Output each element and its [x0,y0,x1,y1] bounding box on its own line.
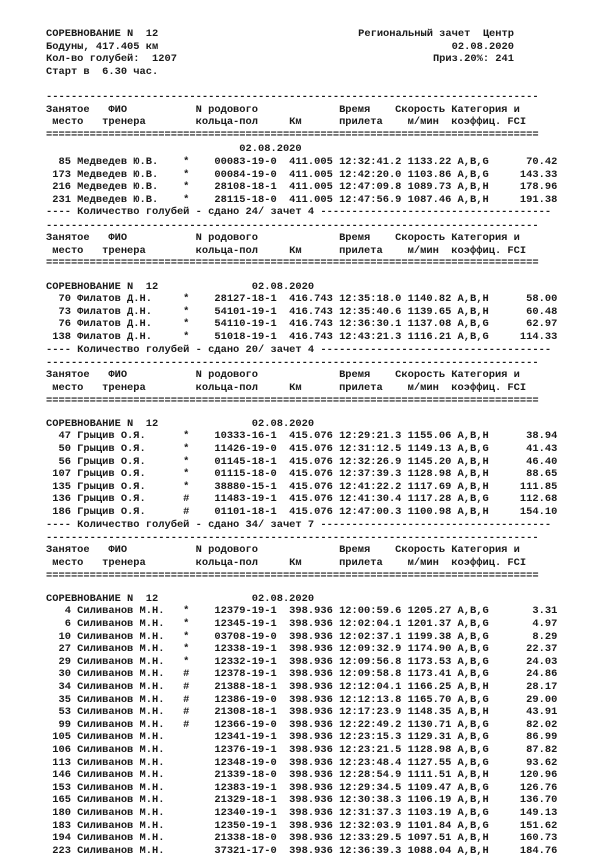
result-row: 153 Силиванов М.Н. 12383-19-1 398.936 12:29:34.5 1109.47 A,B,G 126.76 [46,781,558,794]
result-row: 99 Силиванов М.Н. # 12366-19-0 398.936 12:22:49.2 1130.71 A,B,G 82.02 [46,718,558,731]
result-row: 183 Силиванов М.Н. 12350-19-1 398.936 12:32:03.9 1101.84 A,B,G 151.62 [46,819,558,832]
start-time: Старт в 6.30 час. [46,65,159,78]
result-row: 34 Силиванов М.Н. # 21388-18-1 398.936 12:12:04.1 1166.25 A,B,H 28.17 [46,681,558,693]
result-row: 136 Грыцив О.Я. # 11483-19-1 415.076 12:41:30.4 1117.28 A,B,G 112.68 [46,493,558,506]
result-row: 216 Медведев Ю.В. * 28108-18-1 411.005 12:47:09.8 1089.73 A,B,H 178.96 [46,181,558,194]
section-competition-line: СОРЕВНОВАНИЕ N 12 02.08.2020 [46,280,315,293]
result-row: 85 Медведев Ю.В. * 00083-19-0 411.005 12:32:41.2 1133.22 A,B,G 70.42 [46,156,558,168]
result-row: 53 Силиванов М.Н. # 21308-18-1 398.936 12:17:23.9 1148.35 A,B,H 43.91 [46,706,558,719]
column-header-row1: Занятое ФИО N родового Время Скорость Категория и [46,369,520,382]
result-row: 29 Силиванов М.Н. * 12332-19-1 398.936 12:09:56.8 1173.53 A,B,G 24.03 [46,655,558,668]
result-row: 194 Силиванов М.Н. 21338-18-0 398.936 12:33:29.5 1097.51 A,B,H 160.73 [46,832,558,845]
result-row: 47 Грыцив О.Я. * 10333-16-1 415.076 12:29:21.3 1155.06 A,B,H 38.94 [46,430,558,443]
column-header-row2: место тренера кольца-пол Км прилета м/мин коэффиц. FCI [46,557,527,569]
result-row: 70 Филатов Д.Н. * 28127-18-1 416.743 12:35:18.0 1140.82 A,B,H 58.00 [46,293,558,306]
section-summary: ---- Количество голубей - сдано 34/ зачет 7 ------------------------------------- [46,518,552,531]
prize-count: Приз.20%: 241 [432,53,514,66]
column-header-row1: Занятое ФИО N родового Время Скорость Категория и [46,103,520,116]
section-date: 02.08.2020 [46,143,302,156]
result-row: 113 Силиванов М.Н. 12348-19-0 398.936 12:23:48.4 1127.55 A,B,G 93.62 [46,756,558,769]
result-row: 30 Силиванов М.Н. # 12378-19-1 398.936 12:09:58.8 1173.41 A,B,G 24.86 [46,668,558,681]
release-location: Бодуны, 417.405 км [46,40,159,53]
section-competition-line: СОРЕВНОВАНИЕ N 12 02.08.2020 [46,417,315,430]
race-date: 02.08.2020 [451,40,514,53]
result-row: 106 Силиванов М.Н. 12376-19-1 398.936 12:23:21.5 1128.98 A,B,G 87.82 [46,744,558,756]
rule-dash: ------------------------------------------------------------------------------- [46,219,539,232]
rule-eq: =============================================================================== [46,128,539,141]
result-row: 173 Медведев Ю.В. * 00084-19-0 411.005 12:42:20.0 1103.86 A,B,G 143.33 [46,168,558,181]
result-row: 231 Медведев Ю.В. * 28115-18-0 411.005 12:47:56.9 1087.46 A,B,H 191.38 [46,193,558,206]
section-summary: ---- Количество голубей - сдано 24/ зачет 4 ------------------------------------- [46,206,552,219]
result-row: 105 Силиванов М.Н. 12341-19-1 398.936 12:23:15.3 1129.31 A,B,G 86.99 [46,731,558,744]
rule-eq: =============================================================================== [46,394,539,407]
result-row: 146 Силиванов М.Н. 21339-18-0 398.936 12:28:54.9 1111.51 A,B,H 120.96 [46,769,558,782]
result-row: 10 Силиванов М.Н. * 03708-19-0 398.936 12:02:37.1 1199.38 A,B,G 8.29 [46,630,558,643]
competition-title: СОРЕВНОВАНИЕ N 12 [46,28,159,40]
column-header-row2: место тренера кольца-пол Км прилета м/мин коэффиц. FCI [46,116,527,129]
column-header-row1: Занятое ФИО N родового Время Скорость Категория и [46,544,520,557]
result-row: 4 Силиванов М.Н. * 12379-19-1 398.936 12:00:59.6 1205.27 A,B,G 3.31 [46,605,558,618]
section-competition-line: СОРЕВНОВАНИЕ N 12 02.08.2020 [46,592,315,605]
regional-title: Региональный зачет Центр [358,28,514,40]
rule-eq: =============================================================================== [46,569,539,582]
rule-dash: ------------------------------------------------------------------------------- [46,91,539,103]
result-row: 35 Силиванов М.Н. # 12386-19-0 398.936 12:12:13.8 1165.70 A,B,G 29.00 [46,693,558,706]
result-row: 180 Силиванов М.Н. 12340-19-1 398.936 12:31:37.3 1103.19 A,B,G 149.13 [46,807,558,819]
result-row: 165 Силиванов М.Н. 21329-18-1 398.936 12:30:38.3 1106.19 A,B,H 136.70 [46,794,558,807]
column-header-row1: Занятое ФИО N родового Время Скорость Категория и [46,232,520,245]
column-header-row2: место тренера кольца-пол Км прилета м/мин коэффиц. FCI [46,244,527,257]
result-row: 50 Грыцив О.Я. * 11426-19-0 415.076 12:31:12.5 1149.13 A,B,G 41.43 [46,443,558,455]
result-row: 186 Грыцив О.Я. # 01101-18-1 415.076 12:47:00.3 1100.98 A,B,H 154.10 [46,506,558,518]
result-row: 6 Силиванов М.Н. * 12345-19-1 398.936 12:02:04.1 1201.37 A,B,G 4.97 [46,618,558,630]
result-row: 223 Силиванов М.Н. 37321-17-0 398.936 12:36:39.3 1088.04 A,B,H 184.76 [46,844,558,857]
result-row: 138 Филатов Д.Н. * 51018-19-1 416.743 12:43:21.3 1116.21 A,B,G 114.33 [46,331,558,343]
result-row: 73 Филатов Д.Н. * 54101-19-1 416.743 12:35:40.6 1139.65 A,B,H 60.48 [46,305,558,318]
result-row: 56 Грыцив О.Я. * 01145-18-1 415.076 12:32:26.9 1145.20 A,B,H 46.40 [46,455,558,468]
column-header-row2: место тренера кольца-пол Км прилета м/мин коэффиц. FCI [46,382,527,394]
birds-count: Кол-во голубей: 1207 [46,53,177,66]
result-row: 76 Филатов Д.Н. * 54110-19-1 416.743 12:36:30.1 1137.08 A,B,G 62.97 [46,318,558,331]
result-row: 27 Силиванов М.Н. * 12338-19-1 398.936 12:09:32.9 1174.90 A,B,G 22.37 [46,643,558,656]
rule-dash: ------------------------------------------------------------------------------- [46,356,539,369]
rule-eq: =============================================================================== [46,257,539,270]
rule-dash: ------------------------------------------------------------------------------- [46,531,539,544]
section-summary: ---- Количество голубей - сдано 20/ зачет 4 ------------------------------------- [46,343,552,356]
result-row: 107 Грыцив О.Я. * 01115-18-0 415.076 12:37:39.3 1128.98 A,B,H 88.65 [46,468,558,481]
result-row: 135 Грыцив О.Я. * 38880-15-1 415.076 12:41:22.2 1117.69 A,B,H 111.85 [46,480,558,493]
